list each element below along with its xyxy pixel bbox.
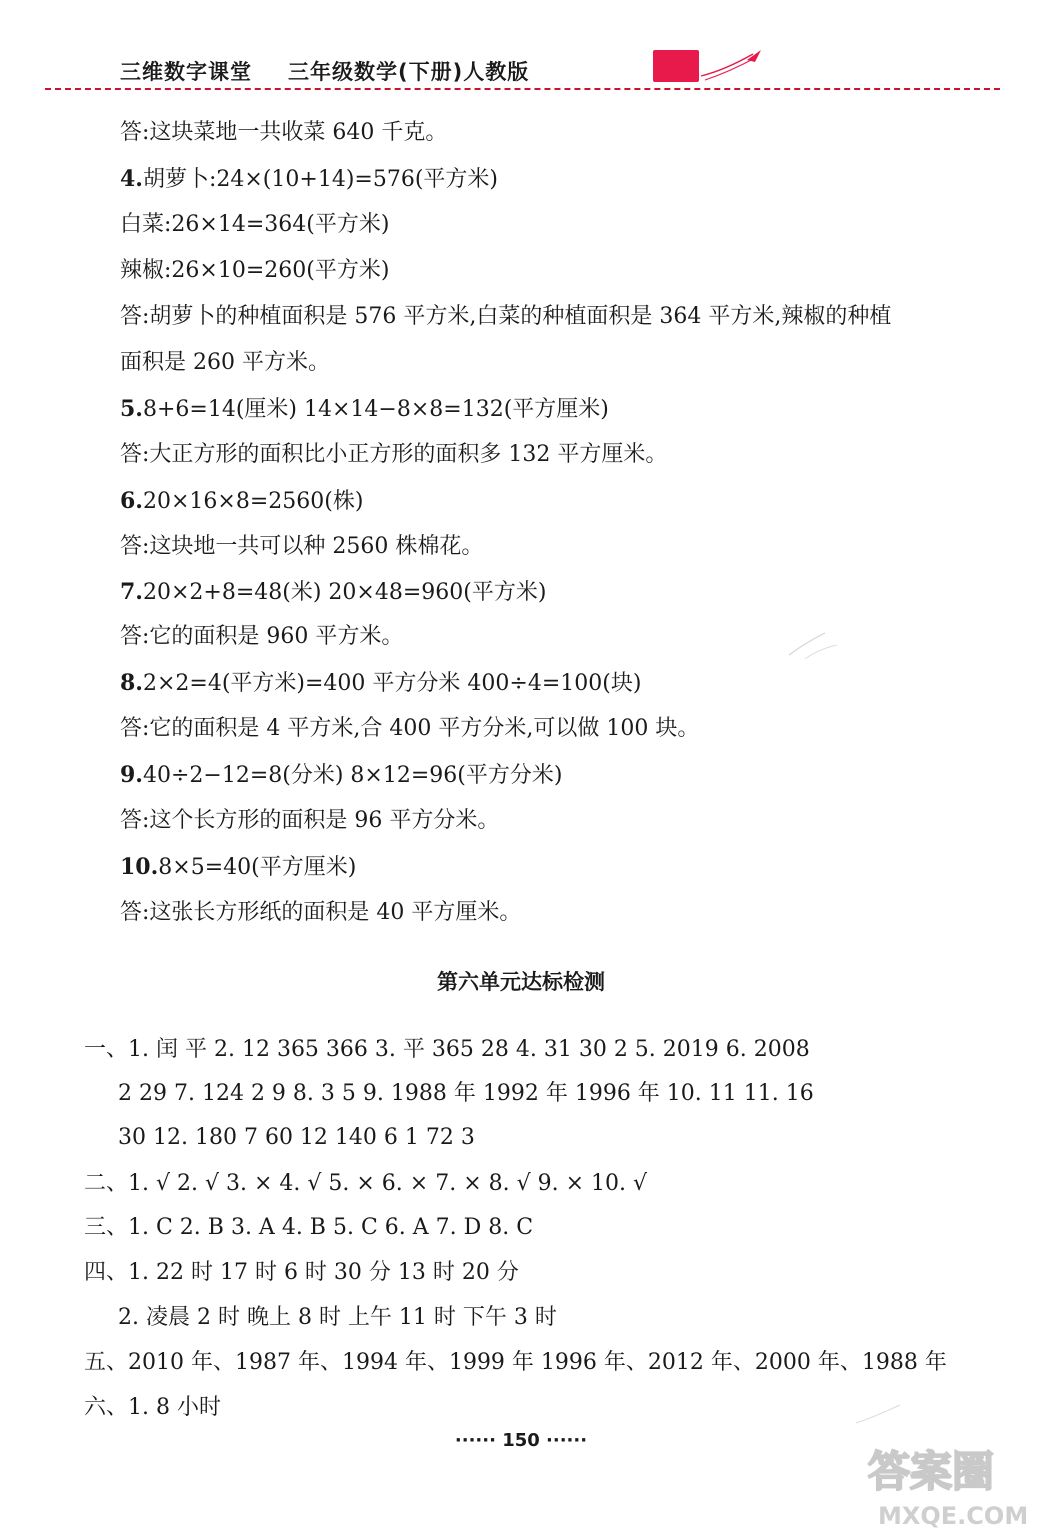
problem-line: 10.8×5=40(平方厘米) bbox=[120, 854, 357, 880]
section-title: 第六单元达标检测 bbox=[437, 970, 605, 994]
answer-row: 四、1. 22 时 17 时 6 时 30 分 13 时 20 分 bbox=[84, 1260, 519, 1285]
answer-line: 答:大正方形的面积比小正方形的面积多 132 平方厘米。 bbox=[120, 442, 668, 467]
problem-line: 4.胡萝卜:24×(10+14)=576(平方米) bbox=[120, 166, 498, 192]
page-header bbox=[0, 0, 1042, 95]
problem-line: 5.8+6=14(厘米) 14×14−8×8=132(平方厘米) bbox=[120, 396, 609, 422]
header-color-block bbox=[653, 50, 699, 82]
problem-line: 7.20×2+8=48(米) 20×48=960(平方米) bbox=[120, 579, 547, 605]
answer-line: 答:这块地一共可以种 2560 株棉花。 bbox=[120, 534, 484, 559]
answer-row: 2. 凌晨 2 时 晚上 8 时 上午 11 时 下午 3 时 bbox=[118, 1305, 557, 1330]
answer-row: 三、1. C 2. B 3. A 4. B 5. C 6. A 7. D 8. C bbox=[84, 1215, 534, 1240]
answer-line: 答:胡萝卜的种植面积是 576 平方米,白菜的种植面积是 364 平方米,辣椒的种植 bbox=[120, 304, 892, 329]
answer-line: 答:这张长方形纸的面积是 40 平方厘米。 bbox=[120, 900, 522, 925]
page-number: ······ 150 ······ bbox=[454, 1430, 588, 1451]
problem-line: 6.20×16×8=2560(株) bbox=[120, 488, 364, 514]
header-series-title: 三维数字课堂 bbox=[120, 60, 252, 84]
answer-line: 答:这个长方形的面积是 96 平方分米。 bbox=[120, 808, 500, 833]
problem-line: 白菜:26×14=364(平方米) bbox=[120, 212, 390, 237]
answer-line: 答:这块菜地一共收菜 640 千克。 bbox=[120, 120, 448, 145]
answer-row: 二、1. √ 2. √ 3. × 4. √ 5. × 6. × 7. × 8. √ 9. × 10. √ bbox=[84, 1171, 648, 1196]
header-book-title: 三年级数学(下册)人教版 bbox=[288, 60, 530, 84]
watermark-logo-text: 答案圈 bbox=[868, 1447, 995, 1496]
answer-row: 一、1. 闰 平 2. 12 365 366 3. 平 365 28 4. 31 30 2 5. 2019 6. 2008 bbox=[84, 1037, 810, 1062]
answer-line: 答:它的面积是 960 平方米。 bbox=[120, 624, 404, 649]
watermark-logo-icon bbox=[860, 1440, 1035, 1532]
answer-row: 30 12. 180 7 60 12 140 6 1 72 3 bbox=[118, 1125, 475, 1150]
problem-line: 9.40÷2−12=8(分米) 8×12=96(平方分米) bbox=[120, 762, 563, 788]
header-divider bbox=[45, 88, 1000, 90]
rocket-icon bbox=[695, 46, 765, 86]
watermark-url-text: MXQE.COM bbox=[878, 1502, 1029, 1530]
answer-row: 五、2010 年、1987 年、1994 年、1999 年 1996 年、2012 年、2000 年、1988 年 bbox=[84, 1350, 947, 1375]
answer-row: 六、1. 8 小时 bbox=[84, 1395, 221, 1420]
pencil-mark-icon bbox=[850, 1395, 910, 1435]
answer-row: 2 29 7. 124 2 9 8. 3 5 9. 1988 年 1992 年 1996 年 10. 11 11. 16 bbox=[118, 1081, 814, 1106]
answer-line: 面积是 260 平方米。 bbox=[120, 350, 330, 375]
problem-line: 辣椒:26×10=260(平方米) bbox=[120, 258, 390, 283]
problem-line: 8.2×2=4(平方米)=400 平方分米 400÷4=100(块) bbox=[120, 670, 642, 696]
pencil-mark-icon bbox=[785, 625, 845, 665]
answer-line: 答:它的面积是 4 平方米,合 400 平方分米,可以做 100 块。 bbox=[120, 716, 700, 741]
